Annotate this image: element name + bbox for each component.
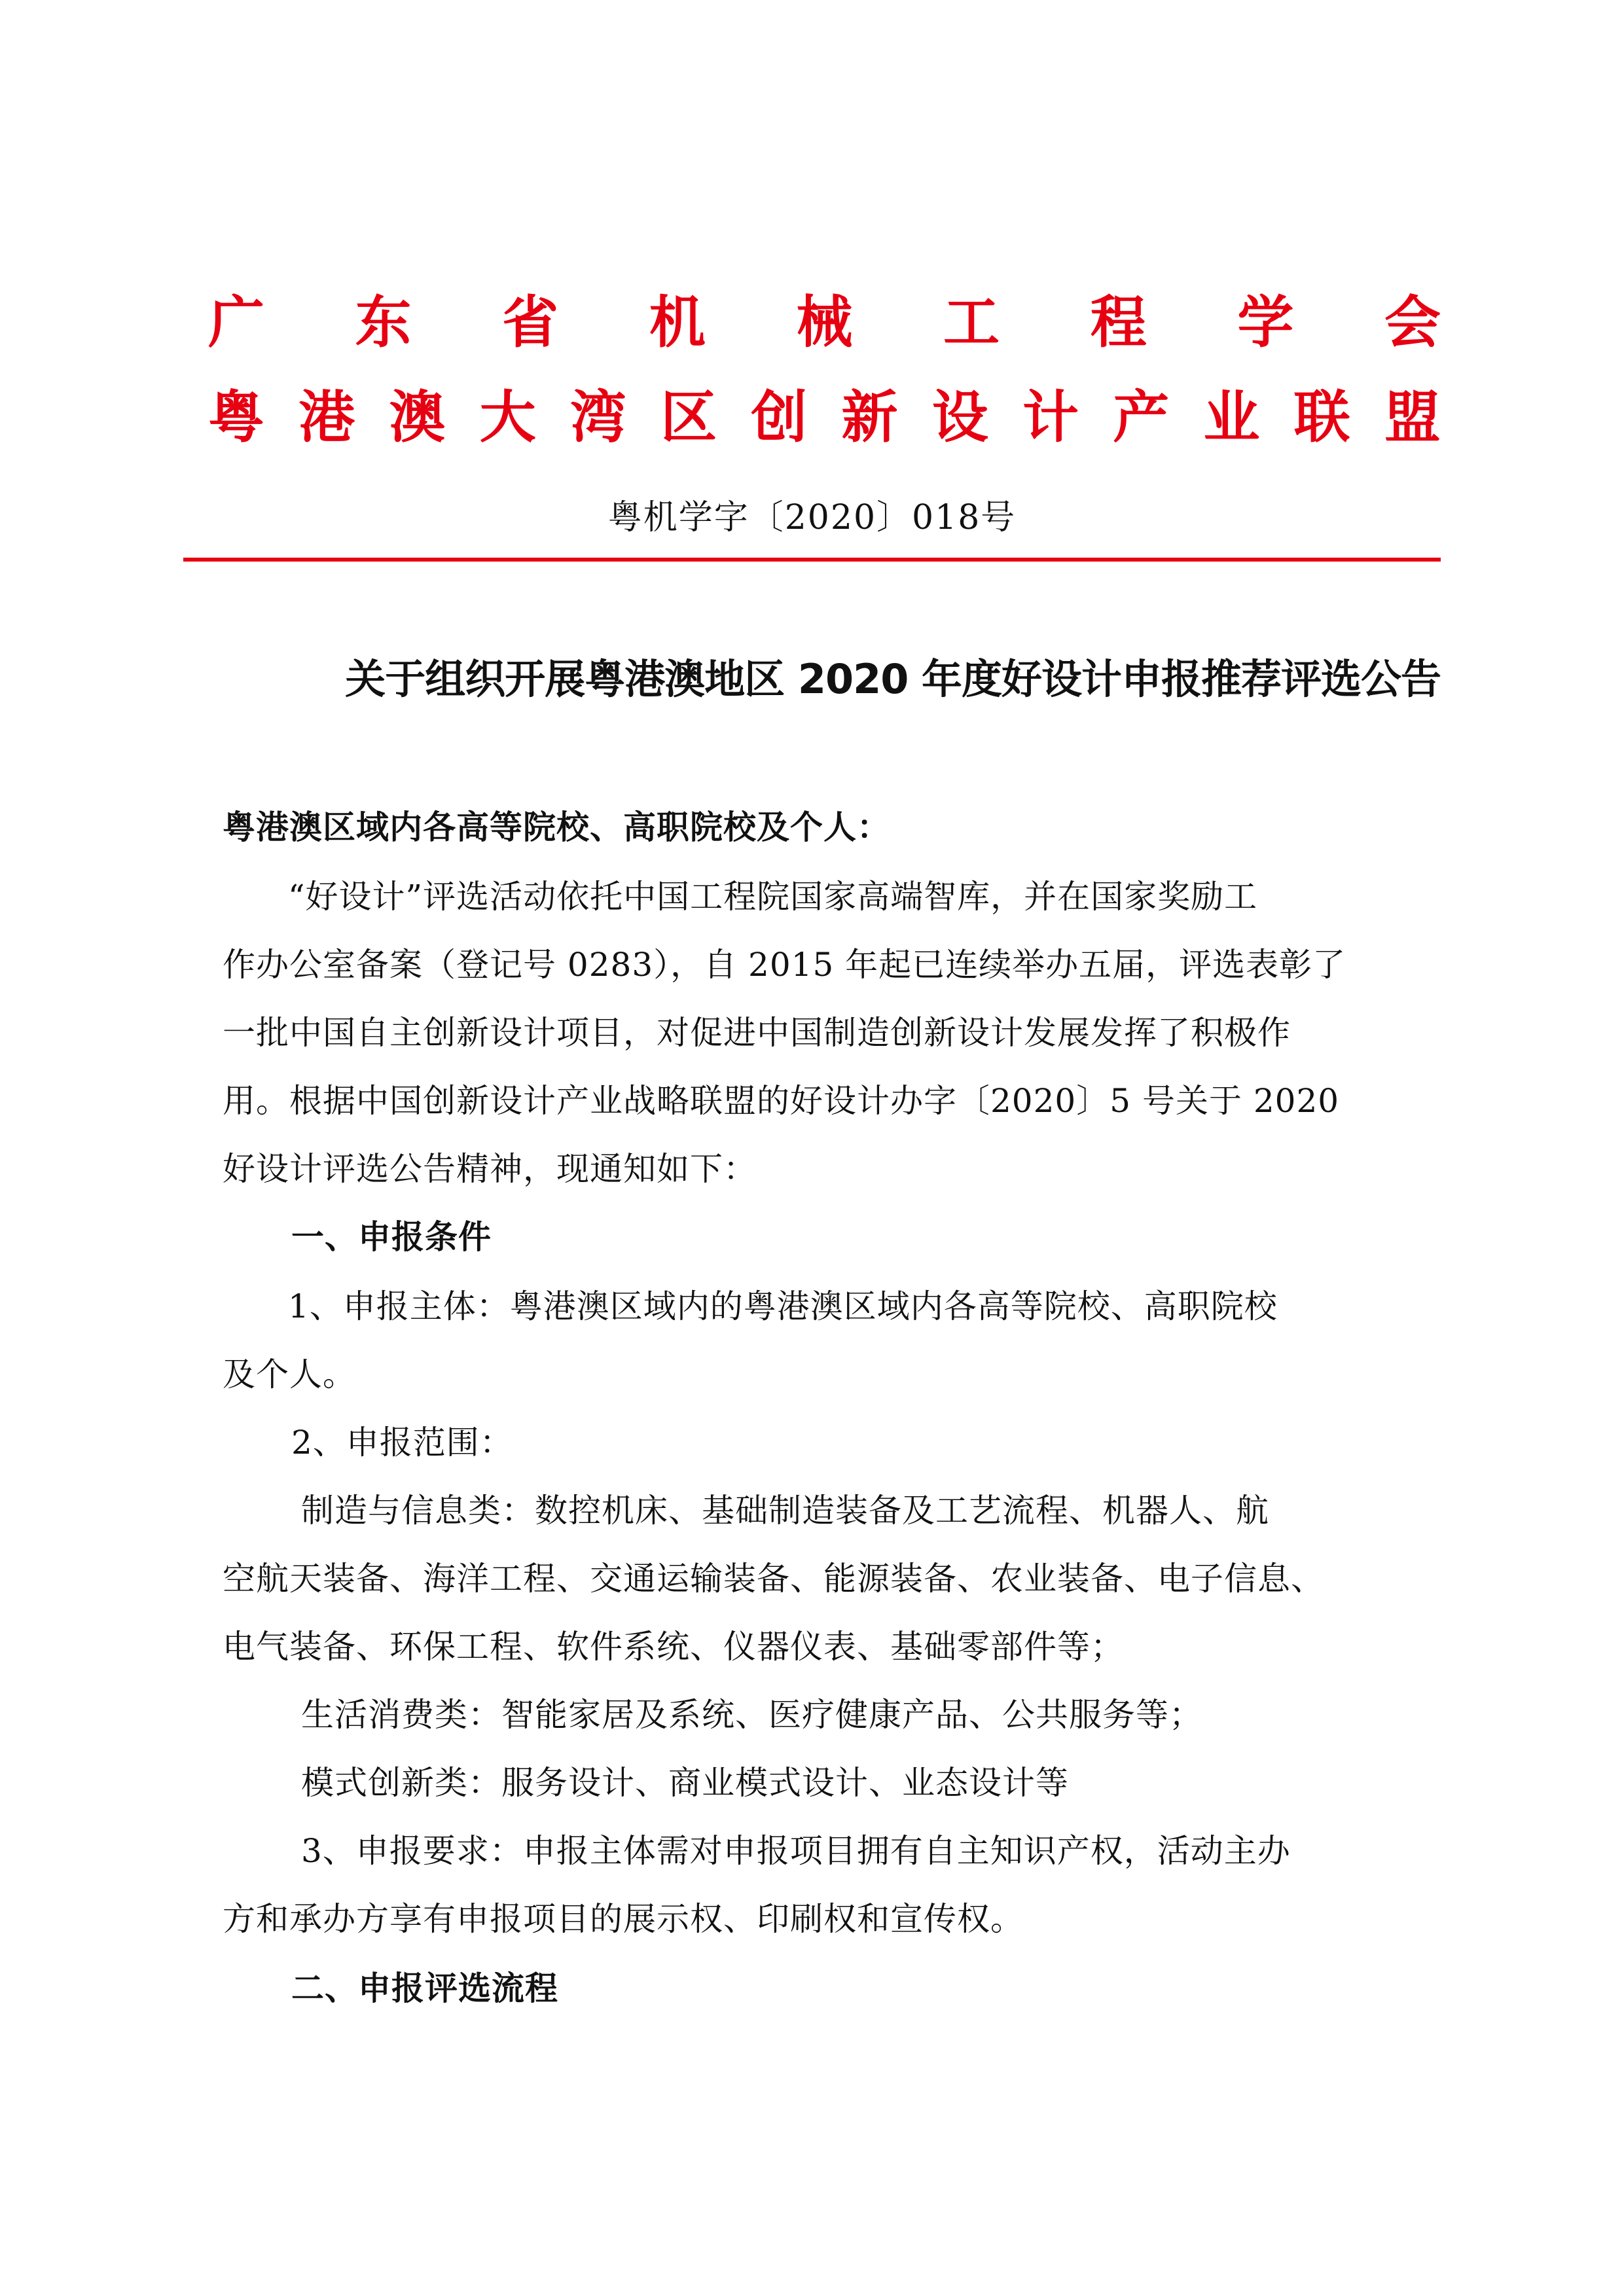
letterhead-char: 大: [479, 385, 536, 450]
document-title: 关于组织开展粤港澳地区 2020 年度好设计申报推荐评选公告: [345, 655, 1441, 703]
paragraph-line: 模式创新类：服务设计、商业模式设计、业态设计等: [301, 1764, 1069, 1802]
letterhead-char: 港: [298, 385, 355, 450]
intro-line: “好设计”评选活动依托中国工程院国家高端智库，并在国家奖励工: [288, 878, 1258, 916]
section-heading: [291, 1203, 1441, 1271]
category-consumer: [301, 1681, 1441, 1749]
letterhead-char: 广: [208, 290, 264, 355]
letterhead-char: 新: [841, 385, 898, 450]
letterhead-char: 区: [660, 385, 717, 450]
letterhead-char: 创: [751, 385, 808, 450]
letterhead-char: 湾: [569, 385, 626, 450]
intro-line: 一批中国自主创新设计项目，对促进中国制造创新设计发展发挥了积极作: [223, 1014, 1291, 1052]
letterhead-char: 设: [931, 385, 988, 450]
salutation-text: 粤港澳区域内各高等院校、高职院校及个人：: [223, 808, 890, 846]
section-heading: [291, 1954, 1441, 2022]
letterhead-char: 业: [1203, 385, 1260, 450]
section-heading-text: 一、申报条件: [291, 1217, 492, 1256]
letterhead-char: 粤: [208, 385, 264, 450]
paragraph-line: 方和承办方享有申报项目的展示权、印刷权和宣传权。: [223, 1900, 1024, 1938]
paragraph-line: 生活消费类：智能家居及系统、医疗健康产品、公共服务等；: [301, 1696, 1202, 1734]
letterhead-char: 省: [502, 290, 559, 355]
section-heading-text: 二、申报评选流程: [291, 1969, 558, 2007]
paragraph-line: 制造与信息类：数控机床、基础制造装备及工艺流程、机器人、航: [301, 1492, 1269, 1530]
paragraph-line: 电气装备、环保工程、软件系统、仪器仪表、基础零部件等；: [223, 1628, 1124, 1666]
letterhead-char: 联: [1293, 385, 1350, 450]
letterhead-char: 盟: [1384, 385, 1441, 450]
letterhead-org-line-2: [208, 385, 1441, 450]
letterhead-char: 产: [1113, 385, 1170, 450]
salutation: [223, 793, 1441, 861]
paragraph-line: 空航天装备、海洋工程、交通运输装备、能源装备、农业装备、电子信息、: [223, 1560, 1324, 1598]
intro-line: 用。根据中国创新设计产业战略联盟的好设计办字〔2020〕5 号关于 2020: [223, 1082, 1340, 1120]
letterhead-char: 工: [943, 290, 1000, 355]
paragraph-line: 1、申报主体：粤港澳区域内的粤港澳区域内各高等院校、高职院校: [288, 1287, 1278, 1325]
letterhead-char: 程: [1090, 290, 1147, 355]
category-model-innovation: [301, 1749, 1441, 1817]
paragraph-line: 2、申报范围：: [291, 1424, 513, 1462]
letterhead-char: 东: [355, 290, 412, 355]
document-number: 粤机学字〔2020〕018号: [607, 498, 1017, 537]
letterhead-org-line-1: [208, 290, 1441, 355]
letterhead-char: 械: [796, 290, 853, 355]
condition-item-3: [223, 1817, 1441, 1953]
letterhead-char: 会: [1384, 290, 1441, 355]
intro-paragraph: [223, 863, 1441, 1203]
intro-line: 作办公室备案（登记号 0283），自 2015 年起已连续举办五届，评选表彰了: [223, 946, 1346, 984]
paragraph-line: 及个人。: [223, 1355, 356, 1393]
letterhead-char: 机: [649, 290, 706, 355]
letterhead-red-rule: [183, 558, 1441, 562]
letterhead-char: 计: [1022, 385, 1079, 450]
condition-item-1: [223, 1272, 1441, 1408]
intro-line: 好设计评选公告精神，现通知如下：: [223, 1150, 757, 1188]
paragraph-line: 3、申报要求：申报主体需对申报项目拥有自主知识产权，活动主办: [301, 1832, 1291, 1870]
category-manufacturing: [223, 1477, 1441, 1681]
condition-item-2-heading: [291, 1408, 1441, 1477]
letterhead-char: 学: [1237, 290, 1294, 355]
letterhead-char: 澳: [389, 385, 446, 450]
